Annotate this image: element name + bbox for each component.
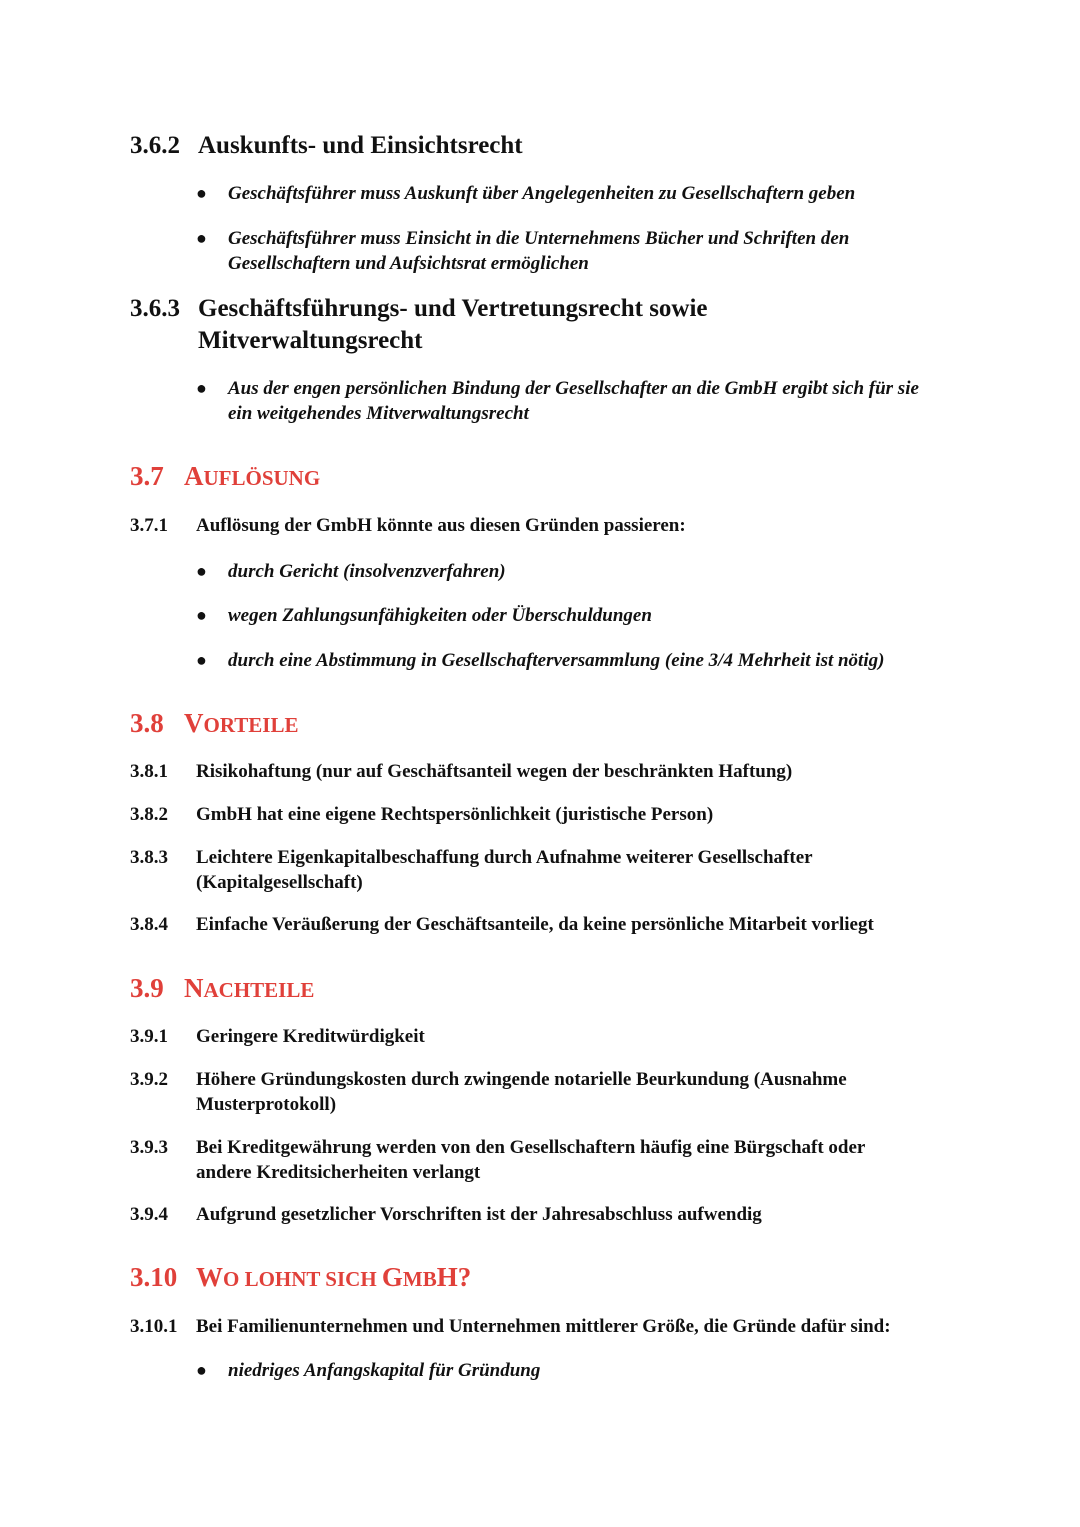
- heading-title-line2: Mitverwaltungsrecht: [198, 327, 423, 354]
- section-title-cap: V: [184, 708, 204, 738]
- item-number: 3.9.1: [130, 1026, 168, 1047]
- bullet-text: Geschäftsführer muss Einsicht in die Unternehmens Bücher und Schriften den Gesellschaftern und Aufsichtsrat ermöglichen: [228, 228, 850, 274]
- numbered-item: [130, 912, 1080, 937]
- bullet-icon: ●: [196, 378, 207, 398]
- item-number: 3.7.1: [130, 515, 168, 536]
- numbered-item: [130, 513, 1080, 538]
- section-title-cap: H?: [436, 1262, 472, 1292]
- section-title-small: O LOHNT SICH: [223, 1267, 382, 1291]
- bullet-icon: ●: [196, 605, 207, 625]
- item-number: 3.9.2: [130, 1069, 168, 1090]
- item-text: GmbH hat eine eigene Rechtspersönlichkeit (juristische Person): [196, 804, 714, 825]
- section-title-cap: W: [196, 1262, 223, 1292]
- bullet-item: [196, 181, 1080, 206]
- section-title-cap: A: [184, 461, 204, 491]
- item-text: Geringere Kreditwürdigkeit: [196, 1026, 425, 1047]
- bullet-item: [196, 603, 1080, 628]
- heading-title: [198, 293, 798, 357]
- numbered-item: [130, 1314, 1080, 1339]
- numbered-item: [130, 1024, 1080, 1049]
- heading-title: Auskunfts- und Einsichtsrecht: [198, 132, 523, 159]
- item-number: 3.8.1: [130, 761, 168, 782]
- item-text: Bei Familienunternehmen und Unternehmen mittlerer Größe, die Gründe dafür sind:: [196, 1316, 891, 1337]
- section-heading-vorteile: [130, 707, 1080, 741]
- numbered-item: [130, 802, 1080, 827]
- section-heading-wo-lohnt-sich-gmbh: [130, 1261, 1080, 1295]
- section-title-small: MB: [402, 1267, 437, 1291]
- section-title-cap: G: [381, 1262, 403, 1292]
- item-number: 3.8.2: [130, 804, 168, 825]
- numbered-item: [130, 845, 1080, 895]
- section-heading-nachteile: [130, 972, 1080, 1006]
- bullet-icon: ●: [196, 650, 207, 670]
- numbered-item: [130, 759, 1080, 784]
- section-title-rest: ORTEILE: [203, 713, 299, 737]
- item-text: Aufgrund gesetzlicher Vorschriften ist der Jahresabschluss aufwendig: [196, 1204, 762, 1225]
- item-text: Leichtere Eigenkapitalbeschaffung durch Aufnahme weiterer Gesellschafter (Kapitalgesellschaft): [196, 847, 813, 893]
- item-number: 3.8.3: [130, 847, 168, 868]
- heading-3-6-2: [130, 130, 1080, 162]
- bullet-text: niedriges Anfangskapital für Gründung: [228, 1360, 541, 1381]
- heading-title-line1: Geschäftsführungs- und Vertretungsrecht sowie: [198, 295, 708, 322]
- bullet-item: [196, 648, 1080, 673]
- section-number: 3.9: [130, 973, 164, 1003]
- bullet-text: durch eine Abstimmung in Gesellschafterversammlung (eine 3/4 Mehrheit ist nötig): [228, 650, 885, 671]
- bullet-item: [196, 226, 1080, 276]
- bullet-text: Aus der engen persönlichen Bindung der Gesellschafter an die GmbH ergibt sich für sie ein weitgehendes Mitverwaltungsrecht: [228, 378, 919, 424]
- item-number: 3.8.4: [130, 914, 168, 935]
- numbered-item: [130, 1202, 1080, 1227]
- item-text: Risikohaftung (nur auf Geschäftsanteil wegen der beschränkten Haftung): [196, 761, 793, 782]
- item-number: 3.9.3: [130, 1137, 168, 1158]
- section-title-rest: ACHTEILE: [203, 978, 315, 1002]
- item-text: Einfache Veräußerung der Geschäftsanteile, da keine persönliche Mitarbeit vorliegt: [196, 914, 874, 935]
- section-heading-aufloesung: [130, 460, 1080, 494]
- section-number: 3.7: [130, 461, 164, 491]
- item-number: 3.9.4: [130, 1204, 168, 1225]
- numbered-item: [130, 1067, 1080, 1117]
- bullet-text: Geschäftsführer muss Auskunft über Angelegenheiten zu Gesellschaftern geben: [228, 183, 856, 204]
- section-number: 3.8: [130, 708, 164, 738]
- heading-3-6-3: [130, 293, 1080, 357]
- item-text: Auflösung der GmbH könnte aus diesen Gründen passieren:: [196, 515, 686, 536]
- bullet-item: [196, 376, 1080, 426]
- section-title-cap: N: [184, 973, 204, 1003]
- heading-number: 3.6.3: [130, 295, 180, 322]
- bullet-item: [196, 1358, 1080, 1383]
- bullet-text: wegen Zahlungsunfähigkeiten oder Überschuldungen: [228, 605, 652, 626]
- bullet-icon: ●: [196, 228, 207, 248]
- heading-number: 3.6.2: [130, 132, 180, 159]
- numbered-item: [130, 1135, 1080, 1185]
- bullet-text: durch Gericht (insolvenzverfahren): [228, 561, 506, 582]
- item-text: Bei Kreditgewährung werden von den Gesellschaftern häufig eine Bürgschaft oder andere Kreditsicherheiten verlangt: [196, 1137, 866, 1183]
- bullet-icon: ●: [196, 561, 207, 581]
- bullet-icon: ●: [196, 1360, 207, 1380]
- item-text: Höhere Gründungskosten durch zwingende notarielle Beurkundung (Ausnahme Musterprotokoll): [196, 1069, 847, 1115]
- bullet-icon: ●: [196, 183, 207, 203]
- section-title-rest: UFLÖSUNG: [203, 466, 321, 490]
- item-number: 3.10.1: [130, 1316, 178, 1337]
- bullet-item: [196, 559, 1080, 584]
- section-number: 3.10: [130, 1262, 178, 1292]
